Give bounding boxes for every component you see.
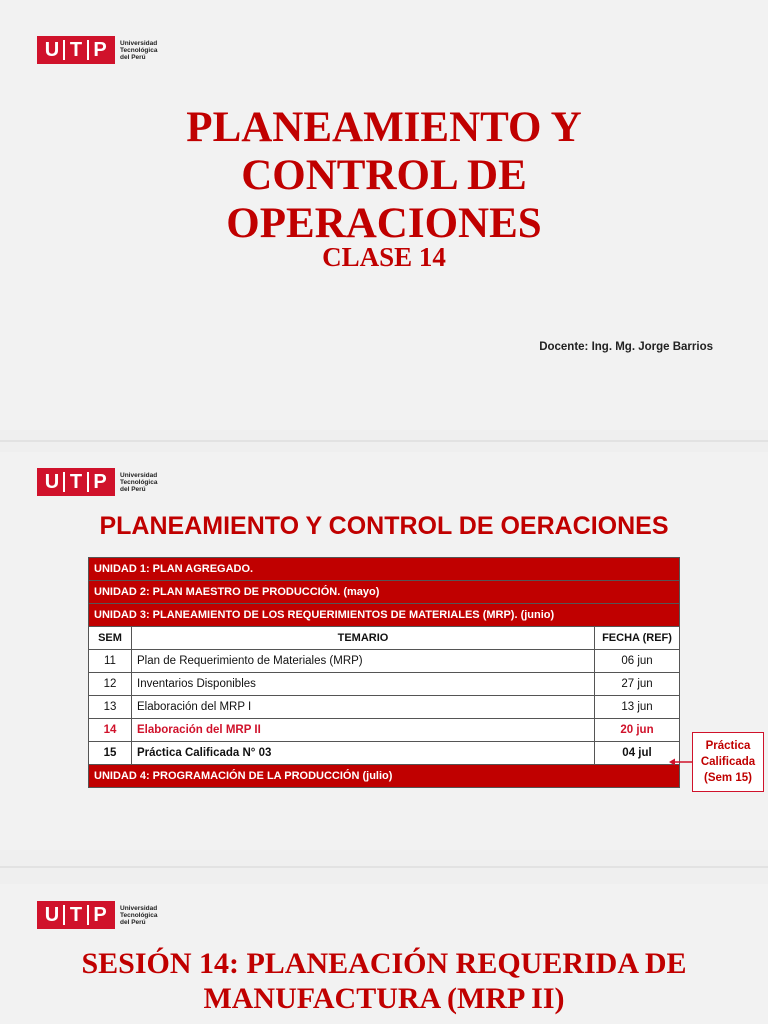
utp-logo-mark: U T P bbox=[37, 901, 115, 929]
utp-logo-text: Universidad Tecnológica del Perú bbox=[120, 39, 158, 61]
table-row-highlighted: 14 Elaboración del MRP II 20 jun bbox=[89, 719, 680, 742]
unit-row: UNIDAD 3: PLANEAMIENTO DE LOS REQUERIMIENTOS DE MATERIALES (MRP). (junio) bbox=[89, 604, 680, 627]
slide-1-subtitle: CLASE 14 bbox=[322, 242, 446, 272]
utp-logo-text: Universidad Tecnológica del Perú bbox=[120, 904, 158, 926]
utp-logo bbox=[37, 901, 157, 929]
logo-letter-u: U bbox=[44, 38, 60, 61]
logo-letter-p: P bbox=[93, 38, 107, 61]
utp-logo bbox=[37, 36, 157, 64]
practica-callout: Práctica Calificada (Sem 15) bbox=[692, 732, 764, 792]
table-row: 12 Inventarios Disponibles 27 jun bbox=[89, 673, 680, 696]
unit-row: UNIDAD 1: PLAN AGREGADO. bbox=[89, 558, 680, 581]
header-fecha: FECHA (REF) bbox=[595, 627, 680, 650]
unit-row: UNIDAD 4: PROGRAMACIÓN DE LA PRODUCCIÓN (julio) bbox=[89, 765, 680, 788]
table-header bbox=[89, 627, 680, 650]
header-temario: TEMARIO bbox=[132, 627, 595, 650]
table-row: 15 Práctica Calificada N° 03 04 jul bbox=[89, 742, 680, 765]
unit-row: UNIDAD 2: PLAN MAESTRO DE PRODUCCIÓN. (mayo) bbox=[89, 581, 680, 604]
slide-1-title: PLANEAMIENTO Y CONTROL DE OPERACIONES bbox=[186, 104, 582, 247]
table-row: 13 Elaboración del MRP I 13 jun bbox=[89, 696, 680, 719]
slide-2-title: PLANEAMIENTO Y CONTROL DE OERACIONES bbox=[99, 512, 669, 540]
logo-letter-t: T bbox=[69, 38, 83, 61]
schedule-table bbox=[88, 557, 680, 788]
header-sem: SEM bbox=[89, 627, 132, 650]
utp-logo-mark bbox=[37, 36, 115, 64]
utp-logo bbox=[37, 468, 157, 496]
utp-logo-mark: U T P bbox=[37, 468, 115, 496]
slide-3-title: SESIÓN 14: PLANEACIÓN REQUERIDA DE MANUFACTURA (MRP II) bbox=[81, 947, 687, 1015]
utp-logo-text: Universidad Tecnológica del Perú bbox=[120, 471, 158, 493]
arrow-left-icon bbox=[668, 757, 694, 769]
docente-label: Docente: Ing. Mg. Jorge Barrios bbox=[539, 341, 713, 353]
table-row: 11 Plan de Requerimiento de Materiales (MRP) 06 jun bbox=[89, 650, 680, 673]
